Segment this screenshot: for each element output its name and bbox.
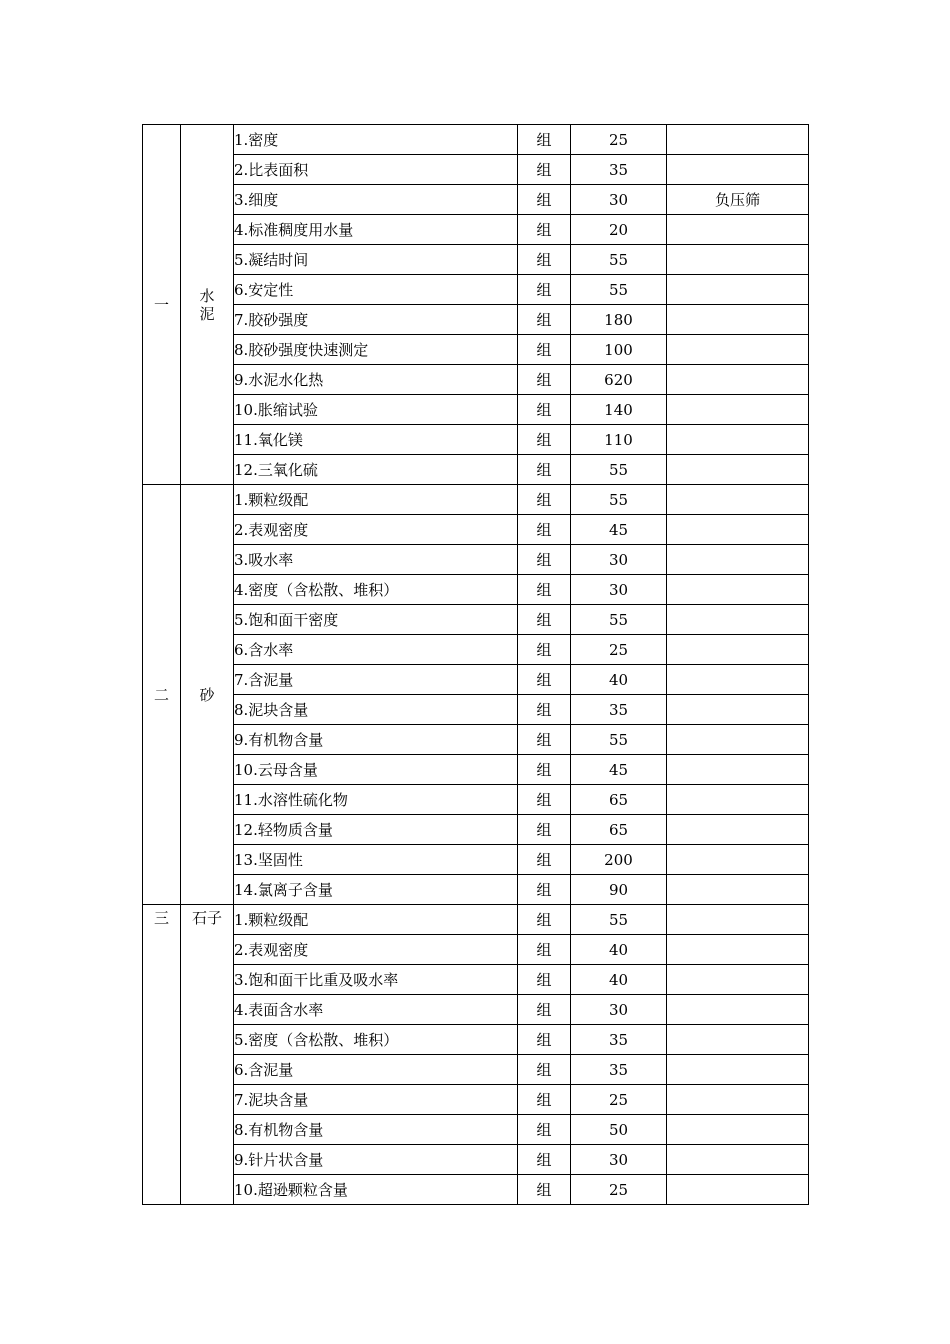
note-cell: 负压筛 <box>667 185 809 215</box>
test-item-name: 7.含泥量 <box>234 665 518 695</box>
test-item-name: 10.胀缩试验 <box>234 395 518 425</box>
unit-cell: 组 <box>518 125 571 155</box>
note-cell <box>667 725 809 755</box>
price-cell: 30 <box>571 1145 667 1175</box>
unit-cell: 组 <box>518 1025 571 1055</box>
unit-cell: 组 <box>518 875 571 905</box>
test-item-name: 10.云母含量 <box>234 755 518 785</box>
table-row <box>143 695 809 725</box>
price-cell: 40 <box>571 965 667 995</box>
note-cell <box>667 875 809 905</box>
test-item-name: 9.有机物含量 <box>234 725 518 755</box>
note-cell <box>667 905 809 935</box>
table-row <box>143 605 809 635</box>
note-cell <box>667 425 809 455</box>
price-cell: 55 <box>571 725 667 755</box>
test-item-name: 11.水溶性硫化物 <box>234 785 518 815</box>
table-row <box>143 305 809 335</box>
test-item-name: 14.氯离子含量 <box>234 875 518 905</box>
test-item-name: 9.水泥水化热 <box>234 365 518 395</box>
table-row <box>143 815 809 845</box>
test-item-name: 1.颗粒级配 <box>234 905 518 935</box>
note-cell <box>667 365 809 395</box>
table-row <box>143 545 809 575</box>
test-item-name: 6.安定性 <box>234 275 518 305</box>
price-cell: 45 <box>571 755 667 785</box>
note-cell <box>667 305 809 335</box>
note-cell <box>667 125 809 155</box>
table-row <box>143 245 809 275</box>
note-cell <box>667 245 809 275</box>
note-cell <box>667 635 809 665</box>
note-cell <box>667 575 809 605</box>
price-cell: 30 <box>571 995 667 1025</box>
price-cell: 180 <box>571 305 667 335</box>
unit-cell: 组 <box>518 1145 571 1175</box>
unit-cell: 组 <box>518 485 571 515</box>
note-cell <box>667 215 809 245</box>
table-row <box>143 635 809 665</box>
unit-cell: 组 <box>518 335 571 365</box>
note-cell <box>667 275 809 305</box>
unit-cell: 组 <box>518 965 571 995</box>
note-cell <box>667 335 809 365</box>
price-cell: 55 <box>571 485 667 515</box>
material-name: 石子 <box>181 905 234 1205</box>
table-row <box>143 1085 809 1115</box>
table-row <box>143 425 809 455</box>
price-cell: 620 <box>571 365 667 395</box>
note-cell <box>667 845 809 875</box>
note-cell <box>667 1145 809 1175</box>
price-cell: 20 <box>571 215 667 245</box>
unit-cell: 组 <box>518 455 571 485</box>
test-item-name: 11.氧化镁 <box>234 425 518 455</box>
test-item-name: 4.密度（含松散、堆积） <box>234 575 518 605</box>
note-cell <box>667 605 809 635</box>
note-cell <box>667 485 809 515</box>
test-item-name: 5.凝结时间 <box>234 245 518 275</box>
test-item-name: 5.饱和面干密度 <box>234 605 518 635</box>
table-row <box>143 725 809 755</box>
unit-cell: 组 <box>518 755 571 785</box>
unit-cell: 组 <box>518 545 571 575</box>
price-cell: 55 <box>571 905 667 935</box>
unit-cell: 组 <box>518 1085 571 1115</box>
test-item-name: 5.密度（含松散、堆积） <box>234 1025 518 1055</box>
table-row <box>143 455 809 485</box>
note-cell <box>667 755 809 785</box>
table-row <box>143 785 809 815</box>
price-cell: 55 <box>571 275 667 305</box>
price-cell: 65 <box>571 815 667 845</box>
price-cell: 40 <box>571 935 667 965</box>
note-cell <box>667 515 809 545</box>
table-row <box>143 1145 809 1175</box>
unit-cell: 组 <box>518 935 571 965</box>
note-cell <box>667 665 809 695</box>
unit-cell: 组 <box>518 155 571 185</box>
price-cell: 140 <box>571 395 667 425</box>
table-row <box>143 335 809 365</box>
note-cell <box>667 815 809 845</box>
unit-cell: 组 <box>518 665 571 695</box>
price-cell: 35 <box>571 1025 667 1055</box>
test-item-name: 2.表观密度 <box>234 515 518 545</box>
price-cell: 25 <box>571 1175 667 1205</box>
note-cell <box>667 1055 809 1085</box>
price-cell: 25 <box>571 125 667 155</box>
table-row <box>143 155 809 185</box>
table-row <box>143 575 809 605</box>
unit-cell: 组 <box>518 845 571 875</box>
table-row <box>143 1175 809 1205</box>
table-row <box>143 755 809 785</box>
test-item-name: 8.胶砂强度快速测定 <box>234 335 518 365</box>
table-row <box>143 965 809 995</box>
unit-cell: 组 <box>518 605 571 635</box>
unit-cell: 组 <box>518 905 571 935</box>
table-row <box>143 365 809 395</box>
unit-cell: 组 <box>518 1175 571 1205</box>
unit-cell: 组 <box>518 275 571 305</box>
note-cell <box>667 695 809 725</box>
section-number: 二 <box>143 485 181 905</box>
unit-cell: 组 <box>518 365 571 395</box>
test-item-name: 6.含水率 <box>234 635 518 665</box>
price-cell: 30 <box>571 575 667 605</box>
unit-cell: 组 <box>518 575 571 605</box>
price-cell: 55 <box>571 245 667 275</box>
table-row <box>143 995 809 1025</box>
section-number: 三 <box>143 905 181 1205</box>
test-item-name: 4.标准稠度用水量 <box>234 215 518 245</box>
price-cell: 110 <box>571 425 667 455</box>
unit-cell: 组 <box>518 995 571 1025</box>
price-cell: 200 <box>571 845 667 875</box>
material-name: 砂 <box>181 485 234 905</box>
unit-cell: 组 <box>518 725 571 755</box>
table-row <box>143 215 809 245</box>
unit-cell: 组 <box>518 635 571 665</box>
table-row <box>143 1025 809 1055</box>
price-cell: 45 <box>571 515 667 545</box>
material-name <box>181 125 234 485</box>
price-cell: 40 <box>571 665 667 695</box>
unit-cell: 组 <box>518 245 571 275</box>
unit-cell: 组 <box>518 815 571 845</box>
table-row <box>143 935 809 965</box>
price-cell: 90 <box>571 875 667 905</box>
test-item-name: 1.颗粒级配 <box>234 485 518 515</box>
note-cell <box>667 785 809 815</box>
test-fee-table-body <box>143 125 809 1205</box>
table-row <box>143 185 809 215</box>
price-cell: 35 <box>571 1055 667 1085</box>
table-row <box>143 275 809 305</box>
price-cell: 55 <box>571 605 667 635</box>
note-cell <box>667 155 809 185</box>
test-item-name: 3.饱和面干比重及吸水率 <box>234 965 518 995</box>
unit-cell: 组 <box>518 395 571 425</box>
test-item-name: 3.细度 <box>234 185 518 215</box>
test-item-name: 8.有机物含量 <box>234 1115 518 1145</box>
test-item-name: 13.坚固性 <box>234 845 518 875</box>
material-name-text: 水泥 <box>199 286 215 323</box>
test-item-name: 10.超逊颗粒含量 <box>234 1175 518 1205</box>
unit-cell: 组 <box>518 695 571 725</box>
unit-cell: 组 <box>518 785 571 815</box>
unit-cell: 组 <box>518 515 571 545</box>
price-cell: 25 <box>571 635 667 665</box>
price-cell: 25 <box>571 1085 667 1115</box>
note-cell <box>667 1175 809 1205</box>
price-cell: 50 <box>571 1115 667 1145</box>
price-cell: 55 <box>571 455 667 485</box>
price-cell: 35 <box>571 695 667 725</box>
unit-cell: 组 <box>518 305 571 335</box>
test-item-name: 7.胶砂强度 <box>234 305 518 335</box>
section-number: 一 <box>143 125 181 485</box>
table-row <box>143 665 809 695</box>
table-row <box>143 1115 809 1145</box>
note-cell <box>667 1085 809 1115</box>
test-item-name: 3.吸水率 <box>234 545 518 575</box>
test-item-name: 2.比表面积 <box>234 155 518 185</box>
note-cell <box>667 1115 809 1145</box>
unit-cell: 组 <box>518 215 571 245</box>
note-cell <box>667 455 809 485</box>
note-cell <box>667 995 809 1025</box>
note-cell <box>667 935 809 965</box>
table-row <box>143 845 809 875</box>
unit-cell: 组 <box>518 1115 571 1145</box>
table-row <box>143 1055 809 1085</box>
price-cell: 65 <box>571 785 667 815</box>
price-cell: 30 <box>571 185 667 215</box>
price-cell: 30 <box>571 545 667 575</box>
table-row <box>143 515 809 545</box>
note-cell <box>667 965 809 995</box>
test-item-name: 12.三氧化硫 <box>234 455 518 485</box>
table-row <box>143 125 809 155</box>
test-item-name: 12.轻物质含量 <box>234 815 518 845</box>
unit-cell: 组 <box>518 425 571 455</box>
table-row <box>143 485 809 515</box>
test-item-name: 4.表面含水率 <box>234 995 518 1025</box>
unit-cell: 组 <box>518 1055 571 1085</box>
test-fee-table <box>142 124 809 1205</box>
price-cell: 100 <box>571 335 667 365</box>
test-item-name: 1.密度 <box>234 125 518 155</box>
unit-cell: 组 <box>518 185 571 215</box>
test-item-name: 6.含泥量 <box>234 1055 518 1085</box>
test-item-name: 9.针片状含量 <box>234 1145 518 1175</box>
table-row <box>143 875 809 905</box>
note-cell <box>667 1025 809 1055</box>
test-item-name: 8.泥块含量 <box>234 695 518 725</box>
test-item-name: 2.表观密度 <box>234 935 518 965</box>
table-row <box>143 905 809 935</box>
note-cell <box>667 545 809 575</box>
note-cell <box>667 395 809 425</box>
table-row <box>143 395 809 425</box>
test-item-name: 7.泥块含量 <box>234 1085 518 1115</box>
price-cell: 35 <box>571 155 667 185</box>
